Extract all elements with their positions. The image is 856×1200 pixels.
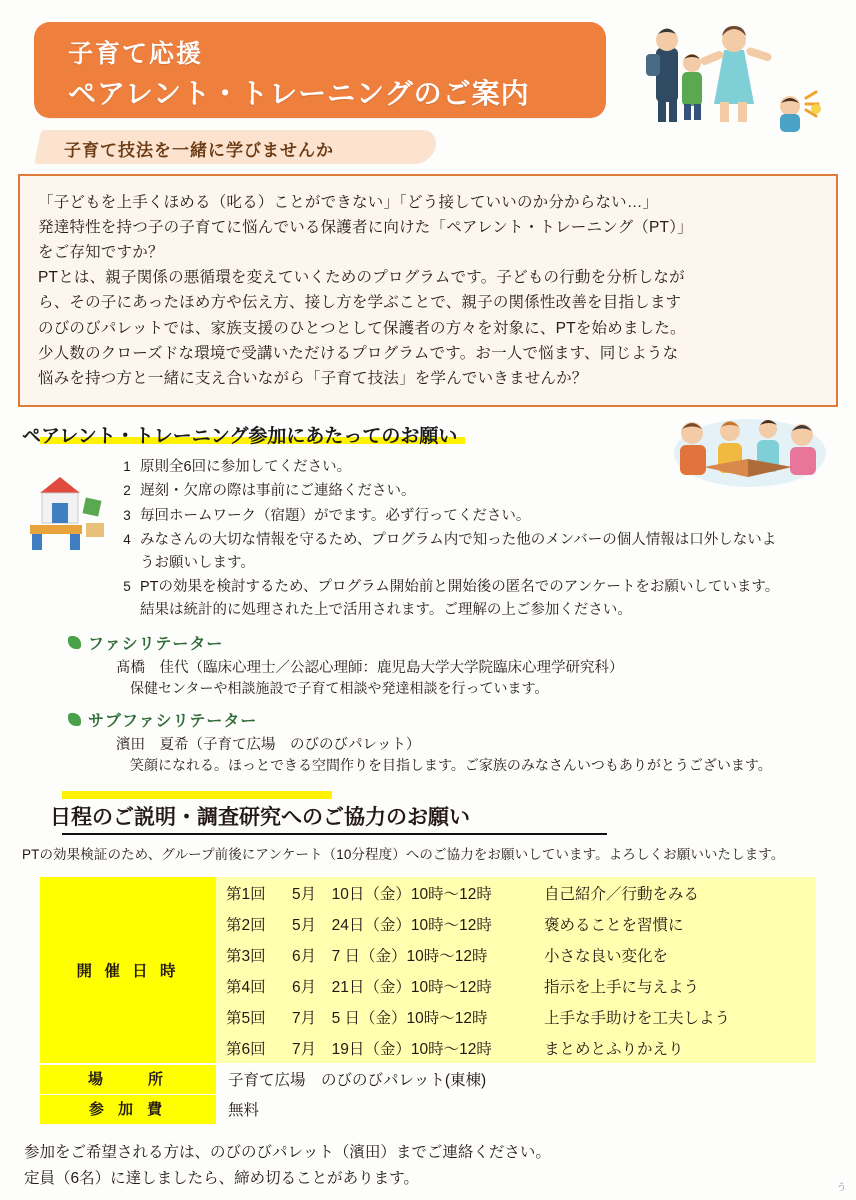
table-row <box>216 1001 816 1032</box>
requests-section <box>18 421 838 775</box>
session-number: 第1回 <box>226 885 266 903</box>
page-number: ぅ <box>834 1178 848 1193</box>
schedule-heading-highlight <box>62 791 332 799</box>
request-text: 遅刻・欠席の際は事前にご連絡ください。 <box>140 483 416 500</box>
request-number: 5 <box>123 579 131 595</box>
request-text: 毎回ホームワーク（宿題）がでます。必ず行ってください。 <box>140 507 531 524</box>
leaf-icon <box>68 636 81 649</box>
sub-facilitator-role-label: サブファシリテーター <box>88 713 258 731</box>
table-row <box>216 939 816 970</box>
sub-facilitator-name: 濱田 夏希（子育て広場 のびのびパレット） <box>116 737 421 754</box>
building-blocks-illustration <box>28 463 112 553</box>
schedule-heading-rule <box>62 833 607 835</box>
subtitle-ribbon <box>34 130 454 164</box>
request-text-cont: 結果は統計的に処理された上で活用されます。ご理解の上ご参加ください。 <box>140 601 632 618</box>
title-line-2: ペアレント・トレーニングのご案内 <box>68 78 530 109</box>
facilitator-role <box>68 631 838 654</box>
session-number: 第2回 <box>226 916 266 934</box>
ribbon-label: 子育て技法を一緒に学びませんか <box>64 141 334 160</box>
request-text <box>140 576 838 621</box>
session-topic: 自己紹介／行動をみる <box>544 885 700 903</box>
request-text-cont: うお願いします。 <box>140 554 255 571</box>
session-number: 第3回 <box>226 947 266 965</box>
table-label-place: 場 所 <box>40 1064 216 1094</box>
footer-line-1: 参加をご希望される方は、のびのびパレット（濱田）までご連絡ください。 <box>24 1143 551 1161</box>
request-text-main: みなさんの大切な情報を守るため、プログラム内で知った他のメンバーの個人情報は口外しないよ <box>140 532 777 549</box>
schedule-table <box>40 877 816 1064</box>
session-number: 第6回 <box>226 1040 266 1058</box>
intro-box <box>18 174 838 407</box>
session-date: 7月 19日（金）10時～12時 <box>292 1040 492 1058</box>
place-fee-block <box>40 1064 816 1124</box>
fee-value: 無料 <box>228 1101 260 1119</box>
schedule-section-header <box>18 801 838 835</box>
request-number: 1 <box>123 458 131 474</box>
place-value: 子育て広場 のびのびパレット(東棟) <box>228 1071 487 1089</box>
intro-line-5: ら、その子にあったほめ方や伝え方、接し方を学ぶことで、親子の関係性改善を目指します <box>38 294 682 312</box>
facilitator-name: 髙橋 佳代（臨床心理士／公認心理師：鹿児島大学大学院臨床心理学研究科） <box>116 660 624 677</box>
children-reading-illustration <box>664 407 834 493</box>
table-row <box>216 1032 816 1063</box>
facilitator-description: 保健センターや相談施設で子育て相談や発達相談を行っています。 <box>130 680 549 697</box>
page-header <box>18 14 838 124</box>
session-topic: まとめとふりかえり <box>544 1040 684 1058</box>
leaf-icon <box>68 713 81 726</box>
sub-facilitator-role <box>68 708 838 731</box>
schedule-heading: 日程のご説明・調査研究へのご協力のお願い <box>50 806 470 830</box>
session-topic: 褒めることを習慣に <box>544 916 684 934</box>
table-row <box>40 877 816 1063</box>
footer-line-2: 定員（6名）に達しましたら、締め切ることがあります。 <box>24 1170 419 1187</box>
request-number: 4 <box>123 532 131 548</box>
session-date: 7月 5 日（金）10時～12時 <box>292 1009 488 1027</box>
title-banner <box>34 22 606 118</box>
intro-line-3: をご存知ですか？ <box>38 244 164 262</box>
table-row <box>216 908 816 939</box>
intro-line-6: のびのびパレットでは、家族支援のひとつとして保護者の方々を対象に、PTを始めました。 <box>38 319 686 337</box>
session-topic: 上手な手助けを工夫しよう <box>544 1009 731 1027</box>
table-row <box>216 877 816 908</box>
intro-line-7: 少人数のクローズドな環境で受講いただけるプログラムです。お一人で悩ます、同じような <box>38 344 679 362</box>
table-label-datetime: 開 催 日 時 <box>40 877 216 1063</box>
request-item <box>114 576 838 621</box>
table-row-place <box>40 1064 816 1094</box>
intro-line-8: 悩みを持つ方と一緒に支え合いながら「子育て技法」を学んでいきませんか？ <box>38 369 588 387</box>
intro-line-1: 「子どもを上手くほめる（叱る）ことができない」「どう接していいのか分からない…」 <box>38 194 659 211</box>
family-illustration <box>638 14 828 139</box>
request-text <box>140 529 838 574</box>
session-number: 第5回 <box>226 1009 266 1027</box>
table-label-fee: 参 加 費 <box>40 1094 216 1124</box>
schedule-note: PTの効果検証のため、グループ前後にアンケート（10分程度）へのご協力をお願いしています。よろしくお願いいたします。 <box>22 847 785 863</box>
session-topic: 指示を上手に与えよう <box>544 978 700 996</box>
facilitator-role-label: ファシリテーター <box>88 636 224 654</box>
footer-notes <box>24 1140 838 1193</box>
request-text: 原則全6回に参加してください。 <box>140 458 352 475</box>
intro-line-4: PTとは、親子関係の悪循環を変えていくためのプログラムです。子どもの行動を分析しなが <box>38 269 685 287</box>
title-line-1: 子育て応援 <box>68 40 204 68</box>
requests-heading: ペアレント・トレーニング参加にあたってのお願い <box>22 425 458 447</box>
request-number: 3 <box>123 507 131 523</box>
schedule-rows <box>216 877 816 1063</box>
request-text-main: PTの効果を検討するため、プログラム開始前と開始後の匿名でのアンケートをお願いしています。 <box>140 579 780 596</box>
intro-line-2: 発達特性を持つ子の子育てに悩んでいる保護者に向けた「ペアレント・トレーニング（PT）」 <box>38 219 693 237</box>
sub-facilitator-description: 笑顔になれる。ほっとできる空間作りを目指します。ご家族のみなさんいつもありがとうございます。 <box>130 757 772 774</box>
session-topic: 小さな良い変化を <box>544 947 669 965</box>
session-date: 5月 10日（金）10時～12時 <box>292 885 492 903</box>
session-date: 6月 21日（金）10時～12時 <box>292 978 492 996</box>
table-row <box>216 970 816 1001</box>
session-date: 5月 24日（金）10時～12時 <box>292 916 492 934</box>
table-row-fee <box>40 1094 816 1124</box>
request-item <box>114 529 838 574</box>
session-date: 6月 7 日（金）10時～12時 <box>292 947 488 965</box>
request-item <box>114 505 838 527</box>
session-number: 第4回 <box>226 978 266 996</box>
request-number: 2 <box>123 483 131 499</box>
